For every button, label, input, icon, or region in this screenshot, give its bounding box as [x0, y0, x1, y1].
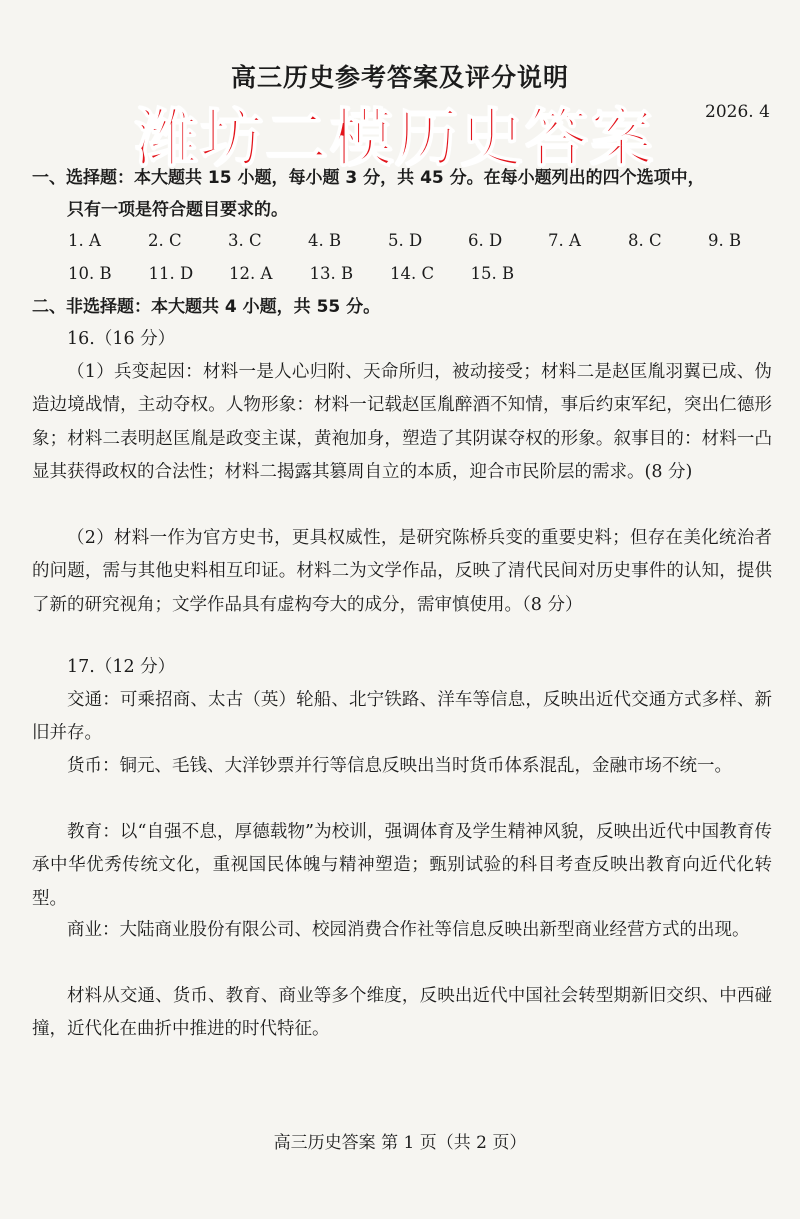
answers-row-1 — [68, 226, 788, 256]
answer-item: 7. A — [548, 231, 581, 250]
question-17-transport: 交通：可乘招商、太古（英）轮船、北宁铁路、洋车等信息，反映出近代交通方式多样、新旧并存。 — [32, 690, 772, 744]
document-title: 高三历史参考答案及评分说明 — [230, 63, 569, 92]
answer-item: 14. C — [390, 264, 435, 283]
section-1-heading-cont: 只有一项是符合题目要求的。 — [67, 200, 288, 220]
answer-item: 15. B — [470, 264, 515, 283]
answer-item: 3. C — [228, 231, 262, 250]
question-16-part-1: （1）兵变起因：材料一是人心归附、天命所归，被动接受；材料二是赵匡胤羽翼已成、伪造边境战情，主动夺权。人物形象：材料一记载赵匡胤醉酒不知情，事后约束军纪，突出仁德形象；材料二表明赵匡胤是政变主谋，黄袍加身，塑造了其阴谋夺权的形象。叙事目的：材料一凸显其获得政权的合法性；材料二揭露其篡周自立的本质，迎合市民阶层的需求。(8 分) — [32, 362, 772, 482]
section-2-heading: 二、非选择题：本大题共 4 小题，共 55 分。 — [32, 297, 381, 317]
answer-item: 9. B — [708, 231, 742, 250]
answer-item: 10. B — [68, 264, 112, 283]
question-16-part-2: （2）材料一作为官方史书，更具权威性，是研究陈桥兵变的重要史料；但存在美化统治者的问题，需与其他史料相互印证。材料二为文学作品，反映了清代民间对历史事件的认知，提供了新的研究视角；文学作品具有虚构夸大的成分，需审慎使用。（8 分） — [32, 528, 772, 615]
overlay-stamp-title: 潍坊二模历史答案 — [135, 102, 655, 175]
answer-item: 12. A — [229, 264, 273, 283]
answers-row-2 — [68, 259, 788, 289]
answer-item: 1. A — [68, 231, 101, 250]
answer-item: 13. B — [309, 264, 354, 283]
answer-item: 6. D — [468, 231, 503, 250]
question-17-education: 教育：以“自强不息，厚德载物”为校训，强调体育及学生精神风貌，反映出近代中国教育传承中华优秀传统文化，重视国民体魄与精神塑造；甄别试验的科目考查反映出教育向近代化转型。 — [32, 822, 772, 909]
question-16-label: 16.（16 分） — [67, 329, 176, 349]
question-17-label: 17.（12 分） — [67, 657, 176, 677]
answer-item: 8. C — [628, 231, 662, 250]
answer-item: 2. C — [148, 231, 182, 250]
question-17-currency: 货币：铜元、毛钱、大洋钞票并行等信息反映出当时货币体系混乱，金融市场不统一。 — [67, 756, 732, 776]
document-date: 2026. 4 — [705, 102, 770, 122]
question-17-summary: 材料从交通、货币、教育、商业等多个维度，反映出近代中国社会转型期新旧交织、中西碰撞，近代化在曲折中推进的时代特征。 — [32, 986, 772, 1040]
question-17-commerce: 商业：大陆商业股份有限公司、校园消费合作社等信息反映出新型商业经营方式的出现。 — [67, 920, 750, 940]
page-footer: 高三历史答案 第 1 页（共 2 页） — [273, 1133, 527, 1153]
answer-item: 11. D — [148, 264, 194, 283]
answer-item: 5. D — [388, 231, 423, 250]
section-1-heading: 一、选择题：本大题共 15 小题，每小题 3 分，共 45 分。在每小题列出的四个选项中， — [32, 168, 705, 188]
answer-item: 4. B — [308, 231, 342, 250]
